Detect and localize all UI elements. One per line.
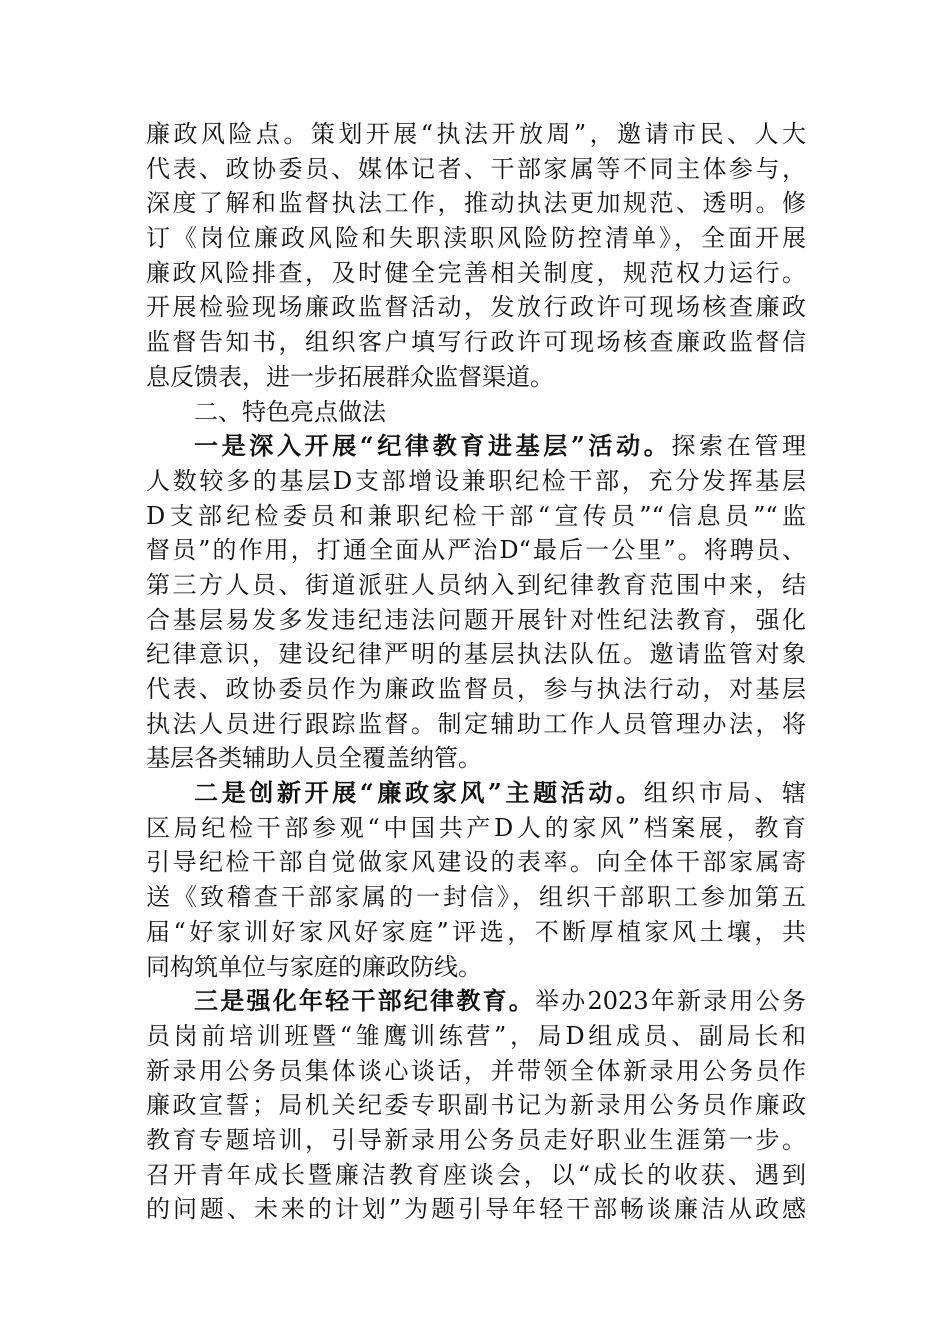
text-line: 督员”的作用，打通全面从严治D“最后一公里”。将聘员、 bbox=[146, 536, 806, 565]
text-line: 的问题、未来的计划”为题引导年轻干部畅谈廉洁从政感 bbox=[146, 1195, 806, 1224]
paragraph-1 bbox=[146, 117, 806, 395]
text-line: 送《致稽查干部家属的一封信》，组织干部职工参加第五 bbox=[146, 883, 806, 912]
text-line: 第三方人员、街道派驻人员纳入到纪律教育范围中来，结 bbox=[146, 570, 806, 599]
text-line: 执法人员进行跟踪监督。制定辅助工作人员管理办法，将 bbox=[146, 709, 806, 738]
text-line: 深度了解和监督执法工作，推动执法更加规范、透明。修 bbox=[146, 189, 806, 218]
text-line: 廉政风险点。策划开展“执法开放周”，邀请市民、人大 bbox=[146, 120, 806, 148]
paragraph-2 bbox=[146, 429, 806, 776]
text-line: 引导纪检干部自觉做家风建设的表率。向全体干部家属寄 bbox=[146, 848, 806, 877]
text-line: 教育专题培训，引导新录用公务员走好职业生涯第一步。 bbox=[146, 1125, 806, 1154]
text-line: 同构筑单位与家庭的廉政防线。 bbox=[146, 952, 482, 981]
lead-rest: 探索在管理 bbox=[671, 432, 807, 461]
text-line: 召开青年成长暨廉洁教育座谈会，以“成长的收获、遇到 bbox=[146, 1160, 806, 1189]
text-line-first bbox=[146, 984, 806, 1019]
text-line: D支部纪检委员和兼职纪检干部“宣传员”“信息员”“监 bbox=[146, 501, 806, 530]
text-line-first bbox=[146, 776, 806, 811]
text-line: 基层各类辅助人员全覆盖纳管。 bbox=[146, 744, 482, 773]
lead-bold: 二是创新开展“廉政家风”主题活动。 bbox=[194, 778, 644, 808]
text-line: 代表、政协委员、媒体记者、干部家属等不同主体参与， bbox=[146, 154, 806, 183]
text-line: 代表、政协委员作为廉政监督员，参与执法行动，对基层 bbox=[146, 675, 806, 703]
paragraph-3 bbox=[146, 776, 806, 984]
text-line: 监督告知书，组织客户填写行政许可现场核查廉政监督信 bbox=[146, 328, 806, 357]
text-line: 新录用公务员集体谈心谈话，并带领全体新录用公务员作 bbox=[146, 1056, 806, 1085]
text-line: 合基层易发多发违纪违法问题开展针对性纪法教育，强化 bbox=[146, 605, 806, 634]
lead-bold: 三是强化年轻干部纪律教育。 bbox=[194, 986, 536, 1016]
paragraph-4 bbox=[146, 984, 806, 1227]
document-page bbox=[146, 117, 806, 1227]
text-line: 息反馈表，进一步拓展群众监督渠道。 bbox=[146, 362, 554, 391]
text-line: 区局纪检干部参观“中国共产D人的家风”档案展，教育 bbox=[146, 813, 806, 842]
section-heading-text: 二、特色亮点做法 bbox=[194, 397, 386, 426]
section-heading bbox=[146, 395, 806, 430]
text-line: 廉政宣誓；局机关纪委专职副书记为新录用公务员作廉政 bbox=[146, 1091, 806, 1120]
text-line: 届“好家训好家风好家庭”评选，不断厚植家风土壤，共 bbox=[146, 917, 806, 946]
text-line: 开展检验现场廉政监督活动，发放行政许可现场核查廉政 bbox=[146, 293, 806, 322]
lead-bold: 一是深入开展“纪律教育进基层”活动。 bbox=[194, 431, 672, 461]
text-line: 廉政风险排查，及时健全完善相关制度，规范权力运行。 bbox=[146, 258, 806, 287]
text-line: 人数较多的基层D支部增设兼职纪检干部，充分发挥基层 bbox=[146, 466, 806, 495]
text-line-first bbox=[146, 429, 806, 464]
lead-rest: 举办2023年新录用公务 bbox=[535, 987, 806, 1016]
text-line: 订《岗位廉政风险和失职渎职风险防控清单》，全面开展 bbox=[146, 224, 806, 253]
text-line: 纪律意识，建设纪律严明的基层执法队伍。邀请监管对象 bbox=[146, 640, 806, 669]
text-line: 员岗前培训班暨“雏鹰训练营”，局D组成员、副局长和 bbox=[146, 1021, 806, 1050]
lead-rest: 组织市局、辖 bbox=[643, 779, 807, 808]
